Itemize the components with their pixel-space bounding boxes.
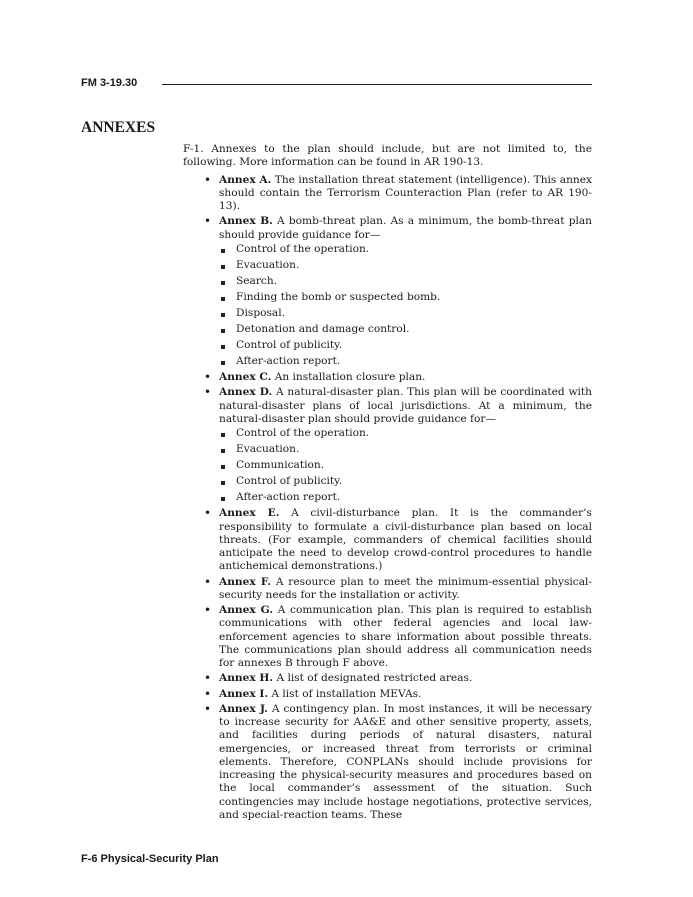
list-item: Control of publicity. [236,475,592,488]
annex-item-j [219,703,592,822]
list-item: Evacuation. [236,443,592,456]
annex-item-c [219,371,592,384]
annex-text: A list of installation MEVAs. [271,687,422,700]
annex-item-a [219,174,592,214]
header-rule [162,84,592,85]
body-text [183,143,592,824]
annex-item-e [219,507,592,573]
list-item: Disposal. [236,307,592,320]
annex-label: Annex D. [219,386,273,399]
running-header: FM 3-19.30 [81,77,138,89]
annex-text: A bomb-threat plan. As a minimum, the bomb-threat plan should provide guidance for— [219,215,593,241]
list-item: After-action report. [236,355,592,368]
intro-paragraph: F-1. Annexes to the plan should include, but are not limited to, the following. More information can be found in AR 190-13. [183,143,592,169]
list-item: Evacuation. [236,259,592,272]
annex-text: A resource plan to meet the minimum-essential physical-security needs for the installation or activity. [219,575,593,601]
annex-label: Annex C. [219,371,272,384]
annex-label: Annex H. [219,672,274,685]
annex-text: A natural-disaster plan. This plan will be coordinated with natural-disaster plans of local jurisdictions. At a minimum, the natural-disaster plan should provide guidance for— [219,386,592,425]
list-item: Control of publicity. [236,339,592,352]
section-title: ANNEXES [81,119,156,136]
annex-text: A civil-disturbance plan. It is the commander’s responsibility to formulate a civil-disturbance plan based on local threats. (For example, commanders of chemical facilities should anticipate the need to develop crowd-control procedures to handle antichemical demonstrations.) [219,507,592,573]
annex-label: Annex B. [219,215,273,228]
annex-text: An installation closure plan. [274,371,426,384]
annex-item-b [219,215,592,368]
list-item: Finding the bomb or suspected bomb. [236,291,592,304]
annex-text: A list of designated restricted areas. [276,672,473,685]
annex-label: Annex A. [219,173,272,186]
annex-label: Annex E. [219,507,280,520]
annex-label: Annex J. [219,702,268,715]
annex-item-f [219,576,592,603]
annex-label: Annex I. [219,687,269,700]
annex-item-g [219,604,592,670]
list-item: Control of the operation. [236,427,592,440]
annex-item-h [219,672,592,685]
annex-list [183,174,592,823]
annex-item-d [219,386,592,504]
annex-text: The installation threat statement (intelligence). This annex should contain the Terrorism Counteraction Plan (refer to AR 190-13). [219,173,592,212]
annex-label: Annex G. [219,604,274,617]
page-footer: F-6 Physical-Security Plan [81,853,219,865]
list-item: Control of the operation. [236,243,592,256]
annex-label: Annex F. [219,575,271,588]
list-item: After-action report. [236,491,592,504]
annex-text: A contingency plan. In most instances, it will be necessary to increase security for AA&E and other sensitive property, assets, and facilities during periods of natural disasters, natural emergencies, or increased threat from terrorists or criminal elements. Therefore, CONPLANs should include provisions for increasing the physical-security measures and procedures based on the local commander’s assessment of the situation. Such contingencies may include hostage negotiations, protective services, and special-reaction teams. These [219,702,592,821]
annex-text: A communication plan. This plan is required to establish communications with other federal agencies and local law-enforcement agencies to share information about possible threats. The communications plan should address all communication needs for annexes B through F above. [219,604,592,670]
annex-d-sublist [219,427,592,504]
annex-item-i [219,688,592,701]
list-item: Search. [236,275,592,288]
list-item: Communication. [236,459,592,472]
list-item: Detonation and damage control. [236,323,592,336]
annex-b-sublist [219,243,592,369]
